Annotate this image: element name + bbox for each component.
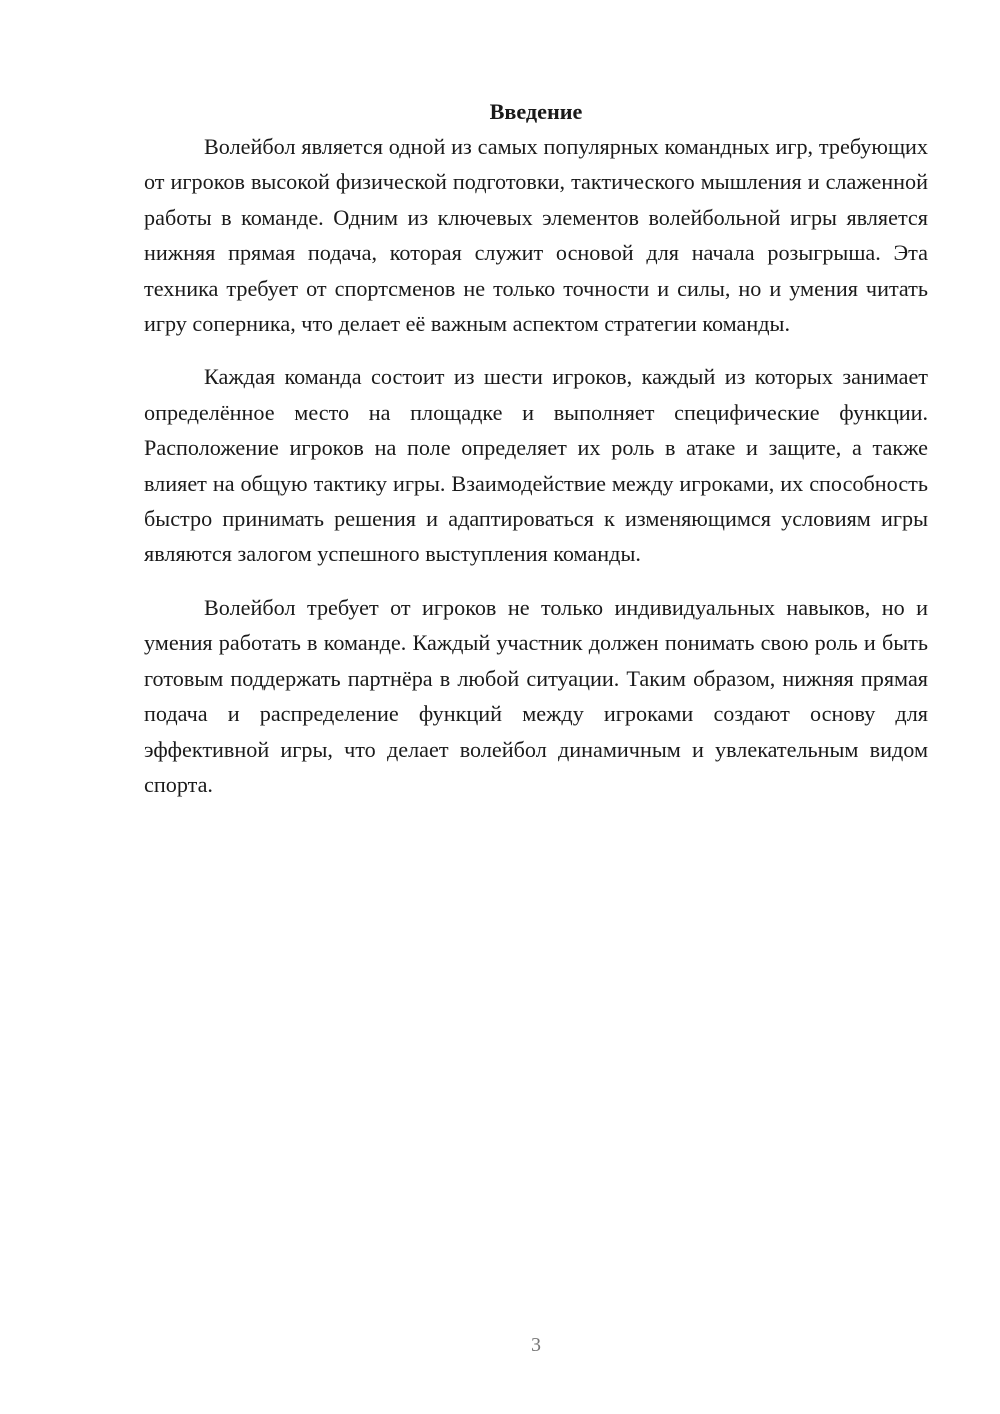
page-number: 3 (531, 1334, 541, 1356)
page-content (144, 94, 928, 802)
section-title: Введение (489, 99, 583, 124)
paragraph-1: Волейбол является одной из самых популярных командных игр, требующих от игроков высокой физической подготовки, тактического мышления и слаженной работы в команде. Одним из ключевых элементов волейбольной игры является нижняя прямая подача, которая служит основой для начала розыгрыша. Эта техника требует от спортсменов не только точности и силы, но и умения читать игру соперника, что делает её важным аспектом стратегии команды. (144, 134, 928, 337)
paragraph-2: Каждая команда состоит из шести игроков, каждый из которых занимает определённое место на площадке и выполняет специфические функции. Расположение игроков на поле определяет их роль в атаке и защите, а также влияет на общую тактику игры. Взаимодействие между игроками, их способность быстро принимать решения и адаптироваться к изменяющимся условиям игры являются залогом успешного выступления команды. (144, 364, 928, 567)
paragraph-3: Волейбол требует от игроков не только индивидуальных навыков, но и умения работать в команде. Каждый участник должен понимать свою роль и быть готовым поддержать партнёра в любой ситуации. Таким образом, нижняя прямая подача и распределение функций между игроками создают основу для эффективной игры, что делает волейбол динамичным и увлекательным видом спорта. (144, 594, 928, 797)
